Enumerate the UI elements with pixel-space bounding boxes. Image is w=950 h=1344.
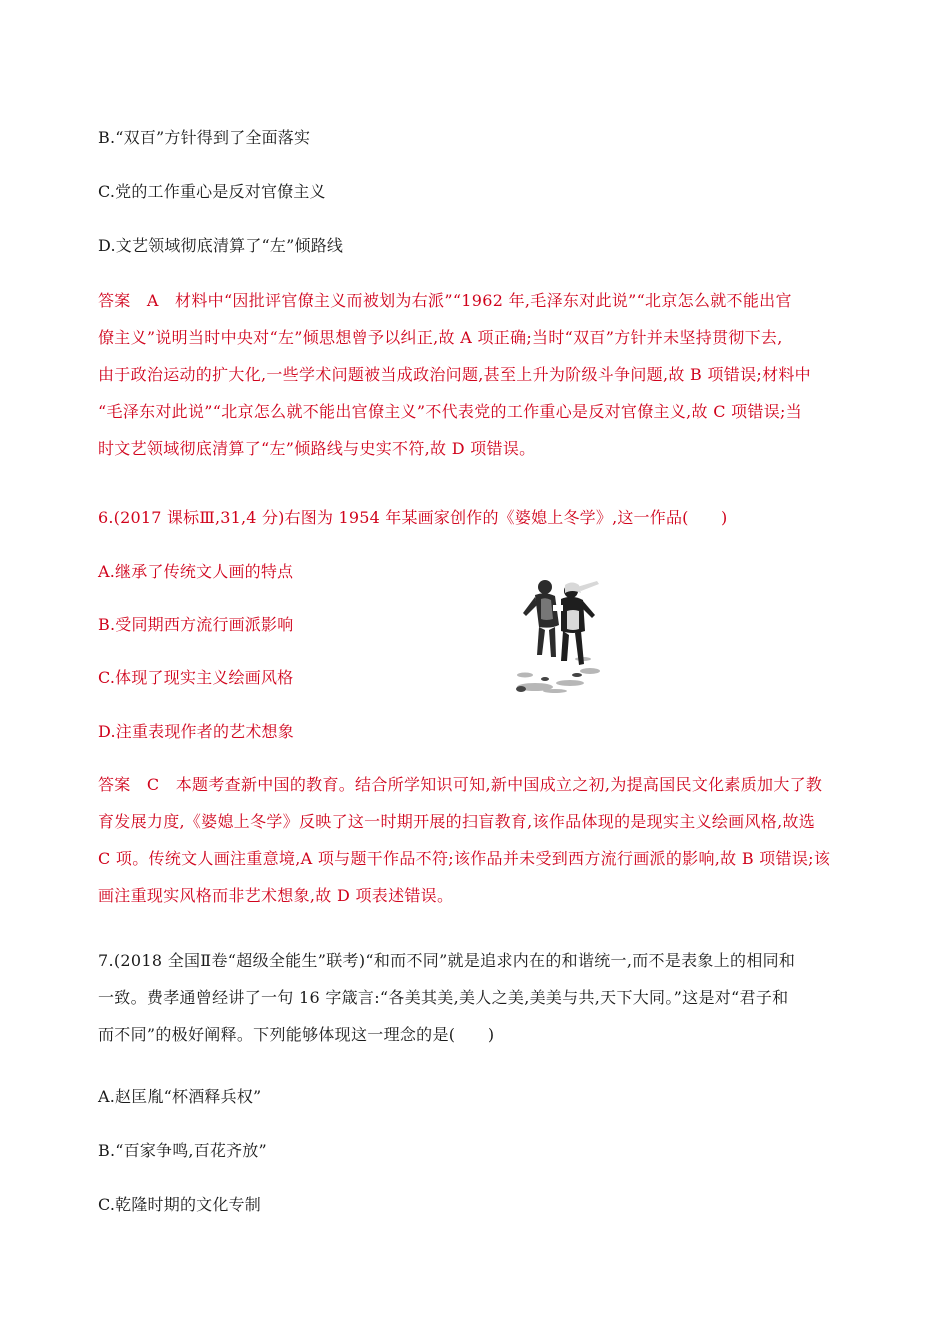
q7-stem-line: 而不同”的极好阐释。下列能够体现这一理念的是( ) xyxy=(98,1025,495,1044)
q7-option-b: B.“百家争鸣,百花齐放” xyxy=(98,1141,267,1160)
q6-answer-line: C 项。传统文人画注重意境,A 项与题干作品不符;该作品并未受到西方流行画派的影响,故 B 项错误;该 xyxy=(98,849,831,868)
q6-answer xyxy=(98,766,858,914)
q6-answer-line: 画注重现实风格而非艺术想象,故 D 项表述错误。 xyxy=(98,886,454,905)
q6-stem: 6.(2017 课标Ⅲ,31,4 分)右图为 1954 年某画家创作的《婆媳上冬学》,这一作品( ) xyxy=(98,508,728,527)
q5-option-c: C.党的工作重心是反对官僚主义 xyxy=(98,182,326,201)
painting-illustration xyxy=(515,575,603,693)
q5-option-b: B.“双百”方针得到了全面落实 xyxy=(98,128,311,147)
q6-answer-line: 育发展力度,《婆媳上冬学》反映了这一时期开展的扫盲教育,该作品体现的是现实主义绘画风格,故选 xyxy=(98,812,816,831)
q5-answer-line: 僚主义”说明当时中央对“左”倾思想曾予以纠正,故 A 项正确;当时“双百”方针并未坚持贯彻下去, xyxy=(98,328,783,347)
q6-option-c: C.体现了现实主义绘画风格 xyxy=(98,668,294,687)
q7-option-a: A.赵匡胤“杯酒释兵权” xyxy=(98,1087,262,1106)
q5-answer xyxy=(98,282,858,467)
q5-answer-line: 由于政治运动的扩大化,一些学术问题被当成政治问题,甚至上升为阶级斗争问题,故 B 项错误;材料中 xyxy=(98,365,811,384)
q6-option-a: A.继承了传统文人画的特点 xyxy=(98,562,294,581)
q5-answer-line: 答案 A 材料中“因批评官僚主义而被划为右派”“1962 年,毛泽东对此说”“北京怎么就不能出官 xyxy=(98,291,792,310)
q7-stem xyxy=(98,942,858,1053)
q6-option-b: B.受同期西方流行画派影响 xyxy=(98,615,294,634)
q6-option-d: D.注重表现作者的艺术想象 xyxy=(98,722,294,741)
q7-option-c: C.乾隆时期的文化专制 xyxy=(98,1195,261,1214)
q6-answer-line: 答案 C 本题考查新中国的教育。结合所学知识可知,新中国成立之初,为提高国民文化素质加大了教 xyxy=(98,775,823,794)
q7-stem-line: 7.(2018 全国Ⅱ卷“超级全能生”联考)“和而不同”就是追求内在的和谐统一,而不是表象上的相同和 xyxy=(98,951,796,970)
q5-answer-line: “毛泽东对此说”“北京怎么就不能出官僚主义”不代表党的工作重心是反对官僚主义,故 C 项错误;当 xyxy=(98,402,803,421)
q7-stem-line: 一致。费孝通曾经讲了一句 16 字箴言:“各美其美,美人之美,美美与共,天下大同。”这是对“君子和 xyxy=(98,988,789,1007)
q5-answer-line: 时文艺领域彻底清算了“左”倾路线与史实不符,故 D 项错误。 xyxy=(98,439,536,458)
q5-option-d: D.文艺领域彻底清算了“左”倾路线 xyxy=(98,236,344,255)
